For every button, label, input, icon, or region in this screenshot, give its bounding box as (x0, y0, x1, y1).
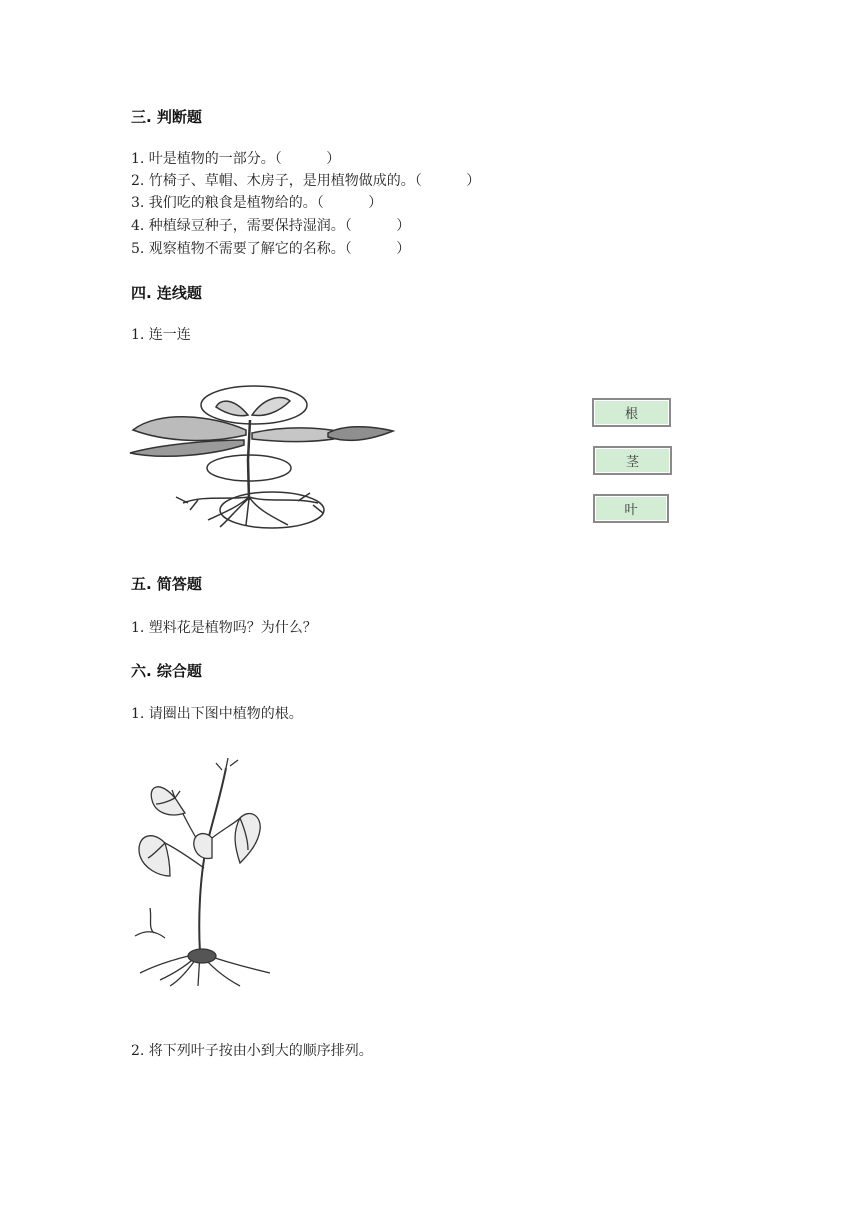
judge-item-5: 5. 观察植物不需要了解它的名称。（ ） (131, 241, 411, 257)
judge-item-2: 2. 竹椅子、草帽、木房子，是用植物做成的。（ ） (131, 173, 481, 189)
judge-item-4: 4. 种植绿豆种子，需要保持湿润。（ ） (131, 218, 411, 234)
label-box-root[interactable]: 根 (592, 398, 671, 427)
matching-question: 1. 连一连 (131, 327, 191, 343)
section-3-title: 三. 判断题 (131, 108, 202, 126)
judge-item-3: 3. 我们吃的粮食是植物给的。（ ） (131, 195, 383, 211)
judge-item-1: 1. 叶是植物的一部分。（ ） (131, 151, 341, 167)
section-6-title: 六. 综合题 (131, 662, 202, 680)
label-box-stem[interactable]: 茎 (593, 446, 672, 475)
circle-root-question: 1. 请圈出下图中植物的根。 (131, 706, 303, 722)
section-4-title: 四. 连线题 (131, 284, 202, 302)
label-box-leaf[interactable]: 叶 (593, 494, 669, 523)
section-5-title: 五. 简答题 (131, 575, 202, 593)
plant-illustration (130, 758, 275, 988)
order-leaves-question: 2. 将下列叶子按由小到大的顺序排列。 (131, 1043, 373, 1059)
short-answer-question: 1. 塑料花是植物吗？为什么？ (131, 620, 317, 636)
plant-parts-illustration (128, 385, 398, 530)
